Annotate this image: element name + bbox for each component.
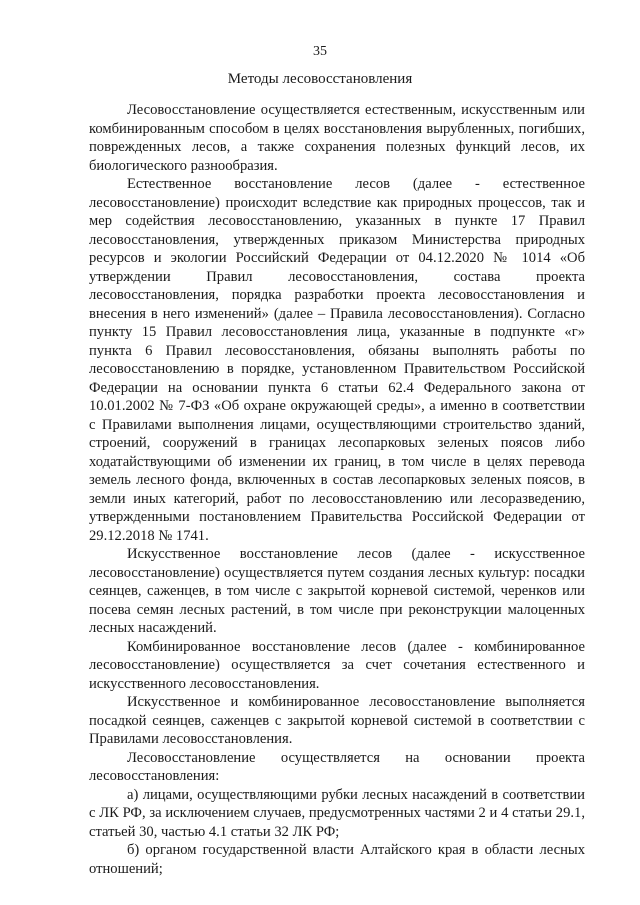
- paragraph-artificial-regeneration: Искусственное восстановление лесов (далее - искусственное лесовосстановление) осуществляется путем создания лесных культур: посадки сеянцев, саженцев, в том числе с закрытой корневой системой, черенков или посева семян лесных растений, в том числе при реконструкции малоценных лесных насаждений.: [89, 546, 585, 636]
- section-title: Методы лесовосстановления: [227, 71, 413, 87]
- paragraph-combined-regeneration: Комбинированное восстановление лесов (далее - комбинированное лесовосстановление) осуществляется за счет сочетания естественного и искусственного лесовосстановления.: [89, 638, 585, 692]
- paragraph-intro: Лесовосстановление осуществляется естественным, искусственным или комбинированным способом в целях восстановления вырубленных, погибших, поврежденных лесов, а также сохранения полезных функций лесов, их биологического разнообразия.: [89, 102, 585, 174]
- paragraph-project-basis: Лесовосстановление осуществляется на основании проекта лесовосстановления:: [89, 749, 585, 784]
- paragraph-planting: Искусственное и комбинированное лесовосстановление выполняется посадкой сеянцев, саженцев с закрытой корневой системой в соответствии с Правилами лесовосстановления.: [89, 694, 585, 747]
- paragraph-natural-regeneration: Естественное восстановление лесов (далее - естественное лесовосстановление) происходит вследствие как природных процессов, так и мер содействия лесовосстановлению, указанных в пункте 17 Правил лесовосстановления, утвержденных приказом Министерства природных ресурсов и экологии Российский Федерации от 04.12.2020 № 1014 «Об утверждении Правил лесовосстановления, состава проекта лесовосстановления, порядка разработки проекта лесовосстановления и внесения в него изменений» (далее – Правила лесовосстановления). Согласно пункту 15 Правил лесовосстановления лица, указанные в подпункте «г» пункта 6 Правил лесовосстановления, обязаны выполнять работы по лесовосстановлению в порядке, установленном Правительством Российской Федерации на основании пункта 6 статьи 62.4 Федерального закона от 10.01.2002 № 7-ФЗ «Об охране окружающей среды», а именно в соответствии с Правилами выполнения лицами, осуществляющими строительство зданий, строений, сооружений в границах лесопарковых зеленых поясов либо ходатайствующими об изменении их границ, в том числе в целях перевода земель лесного фонда, включенных в состав лесопарковых зеленых поясов, в земли иных категорий, работ по лесовосстановлению или лесоразведению, утвержденными постановлением Правительства Российской Федерации от 29.12.2018 № 1741.: [89, 176, 585, 544]
- page-number: 35: [313, 44, 327, 59]
- list-item-a: а) лицами, осуществляющими рубки лесных насаждений в соответствии с ЛК РФ, за исключением случаев, предусмотренных частями 2 и 4 статьи 29.1, статьей 30, частью 4.1 статьи 32 ЛК РФ;: [89, 786, 585, 840]
- document-body: [89, 101, 585, 878]
- list-item-b: б) органом государственной власти Алтайского края в области лесных отношений;: [89, 842, 585, 877]
